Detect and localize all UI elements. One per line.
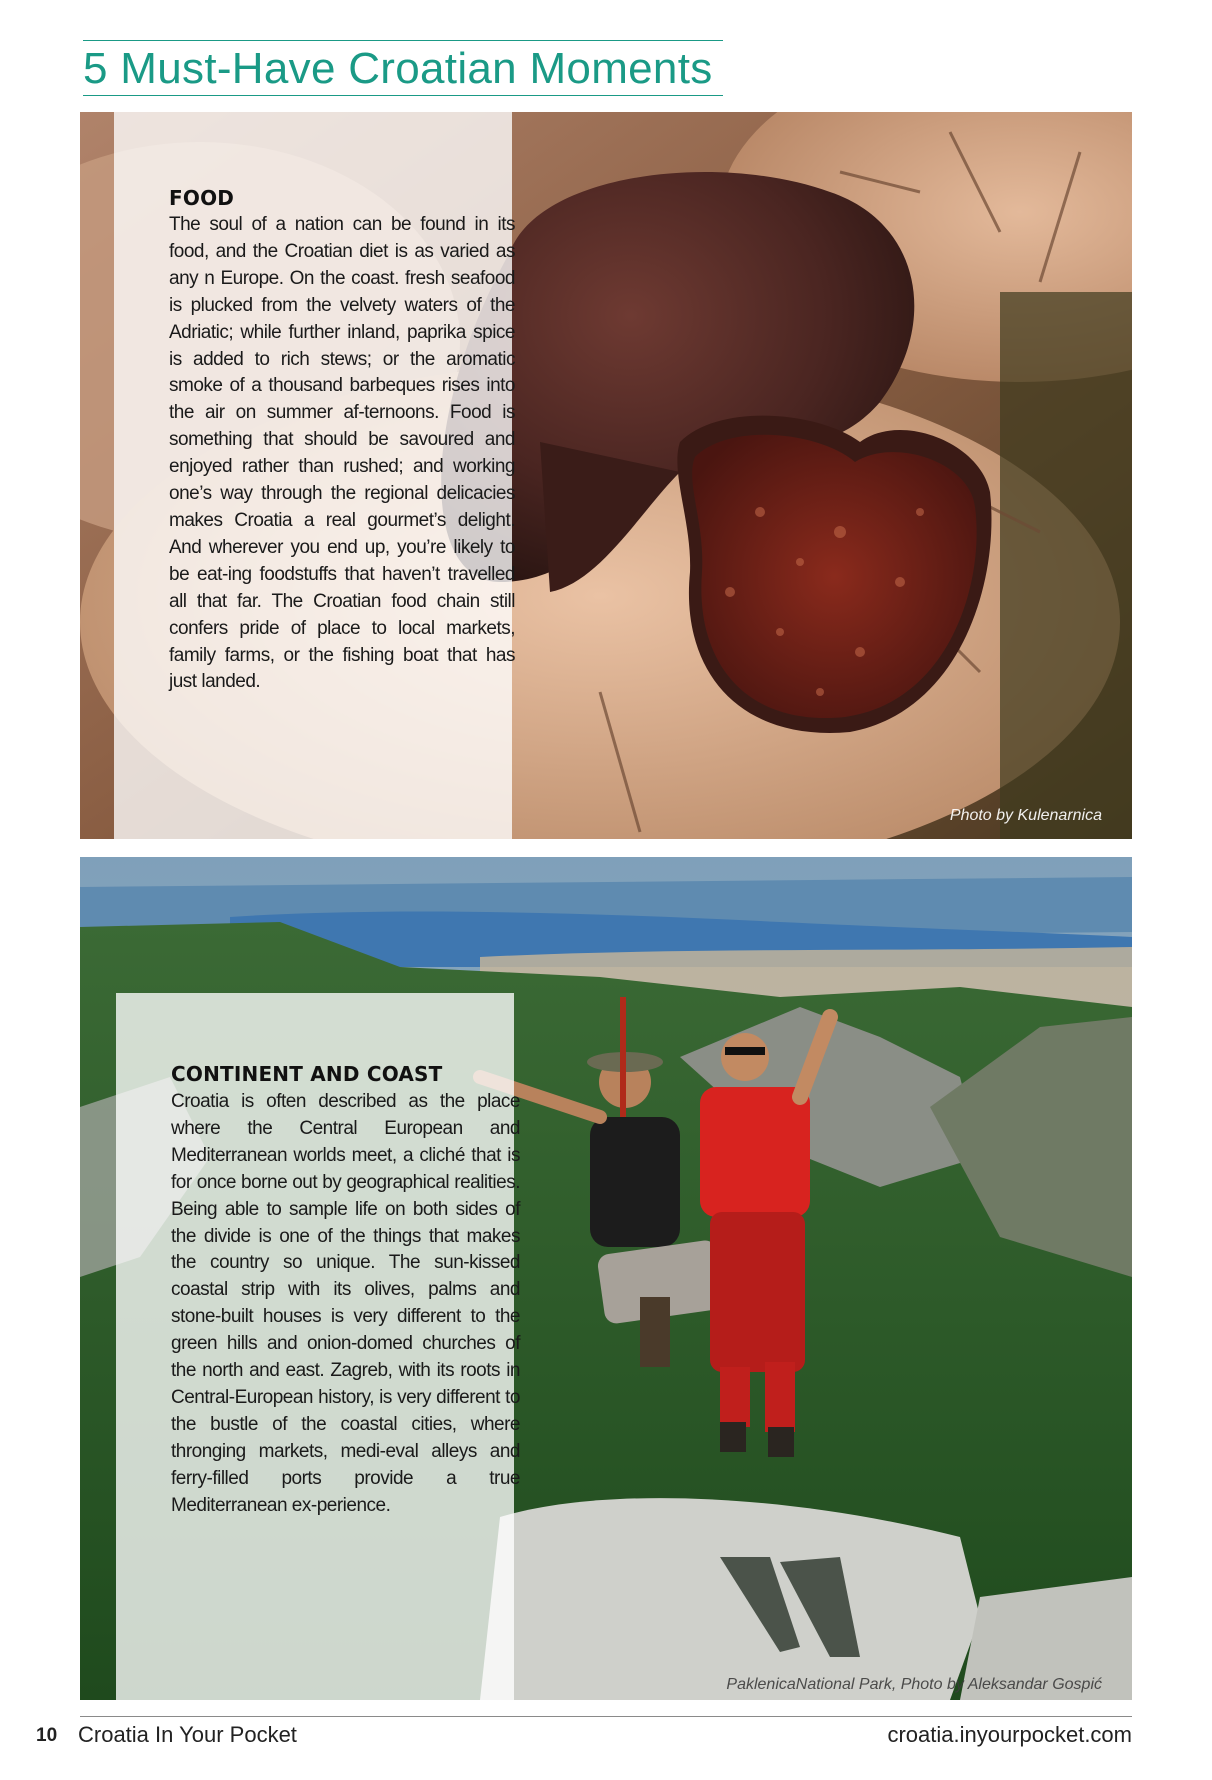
paklenica-photo-credit: PaklenicaNational Park, Photo by Aleksandar Gospić	[726, 1676, 1102, 1693]
coast-heading: CONTINENT AND COAST	[171, 1062, 443, 1086]
title-rule	[83, 40, 723, 96]
food-photo	[80, 112, 1132, 839]
website-url[interactable]: croatia.inyourpocket.com	[887, 1722, 1132, 1747]
food-text-panel	[114, 112, 515, 839]
food-heading: FOOD	[169, 186, 235, 210]
food-body-text: The soul of a nation can be found in its food, and the Croatian diet is as varied as any n Europe. On the coast. fresh seafood is plucked from the velvety waters of the Adriatic; while further inland, paprika spice is added to rich stews; or the aromatic smoke of a thousand barbeques rises into the air on summer af-ternoons. Food is something that should be savoured and enjoyed rather than rushed; and working one’s way through the regional delicacies makes Croatia a real gourmet’s delight. And wherever you end up, you’re likely to be eat-ing foodstuffs that haven’t travelled all that far. The Croatian food chain still confers pride of place to local markets, family farms, or the fishing boat that has just landed.	[169, 214, 515, 693]
publication-name: Croatia In Your Pocket	[78, 1722, 297, 1747]
food-photo-credit: Photo by Kulenarnica	[949, 807, 1102, 824]
coast-text-panel	[116, 993, 520, 1700]
footer-divider	[80, 1716, 1132, 1717]
coast-body-text: Croatia is often described as the place where the Central European and Mediterranean worlds meet, a cliché that is for once borne out by geographical realities. Being able to sample life on both sides of the divide is one of the things that makes the country so unique. The sun-kissed coastal strip with its olives, palms and stone-built houses is very different to the green hills and onion-domed churches of the north and east. Zagreb, with its roots in Central-European history, is very different to the bustle of the coastal cities, where thronging markets, medi-eval alleys and ferry-filled ports provide a true Mediterranean ex-perience.	[171, 1091, 520, 1516]
page-title: 5 Must-Have Croatian Moments	[83, 44, 713, 93]
paklenica-photo	[80, 857, 1132, 1700]
page-number: 10	[36, 1725, 58, 1746]
